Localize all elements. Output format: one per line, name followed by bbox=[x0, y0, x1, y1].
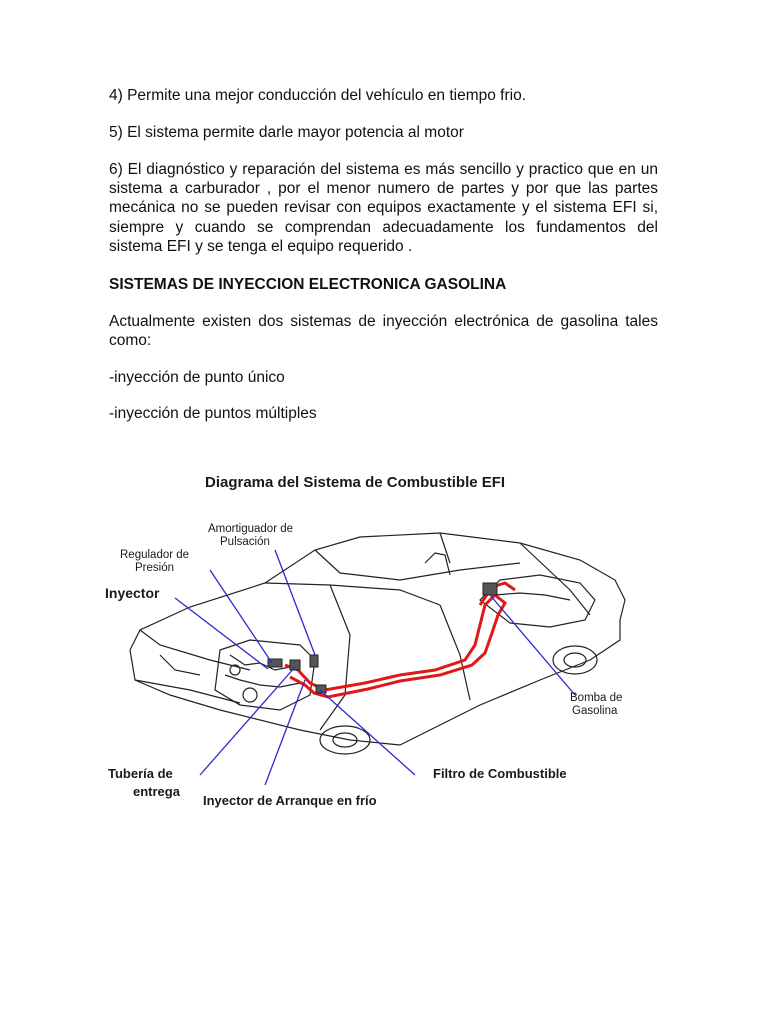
paragraph-5: 5) El sistema permite darle mayor potencia al motor bbox=[109, 124, 464, 141]
label-bomba-line2: Gasolina bbox=[572, 705, 618, 717]
label-arranque: Inyector de Arranque en frío bbox=[203, 793, 377, 808]
label-regulador-line1: Regulador de bbox=[120, 549, 190, 561]
label-tuberia-line1: Tubería de bbox=[108, 766, 173, 781]
list-item-punto-unico: -inyección de punto único bbox=[109, 369, 285, 386]
paragraph-6: 6) El diagnóstico y reparación del sistema es más sencillo y practico que en un sistema a carburador , por el menor numero de partes y por que las partes mecánica no se pueden revisar con equipos exactamente y el sistema EFI si, siempre y cuando se comprendan adecuadamente los fundamentos del sistema EFI y se tenga el equipo requerido . bbox=[109, 161, 658, 255]
list-item-puntos-multiples: -inyección de puntos múltiples bbox=[109, 405, 317, 422]
car-outline bbox=[130, 533, 625, 754]
label-pointers bbox=[175, 550, 575, 785]
diagram-title: Diagrama del Sistema de Combustible EFI bbox=[205, 474, 506, 491]
label-inyector: Inyector bbox=[105, 585, 160, 601]
label-tuberia-line2: entrega bbox=[133, 784, 180, 799]
label-filtro: Filtro de Combustible bbox=[433, 766, 567, 781]
label-amortiguador-line2: Pulsación bbox=[220, 536, 270, 548]
paragraph-4: 4) Permite una mejor conducción del vehículo en tiempo frio. bbox=[109, 87, 526, 104]
label-bomba-line1: Bomba de bbox=[570, 692, 623, 704]
efi-fuel-system-diagram bbox=[100, 455, 660, 815]
section-heading: SISTEMAS DE INYECCION ELECTRONICA GASOLINA bbox=[109, 276, 507, 293]
label-amortiguador-line1: Amortiguador de bbox=[208, 523, 294, 535]
diagram-svg bbox=[100, 455, 660, 815]
label-regulador-line2: Presión bbox=[135, 562, 174, 574]
intro-paragraph: Actualmente existen dos sistemas de inyección electrónica de gasolina tales como: bbox=[109, 313, 658, 350]
